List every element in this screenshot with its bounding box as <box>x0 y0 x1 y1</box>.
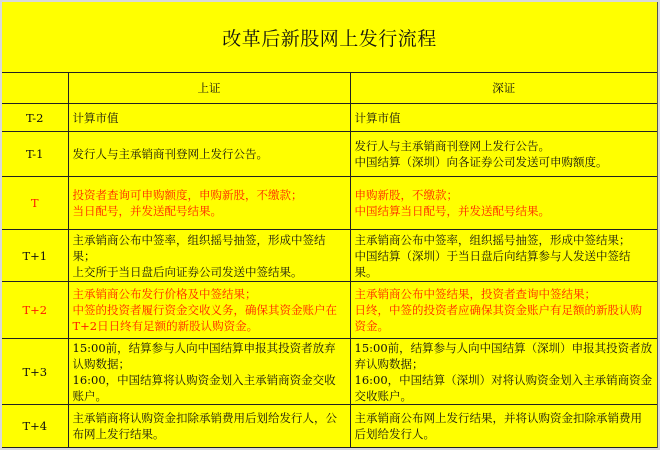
table-row <box>2 132 657 177</box>
cell-line: 日终，中签的投资者应确保其资金账户有足额的新股认购资金。 <box>354 303 642 333</box>
header-day-cell[interactable] <box>2 73 68 104</box>
cell-line: 主承销商将认购资金扣除承销费用后划给发行人，公布网上发行结果。 <box>72 411 337 441</box>
day-cell[interactable]: T-2 <box>2 104 68 132</box>
spreadsheet <box>2 2 658 448</box>
cell-line: 当日配号，并发送配号结果。 <box>72 204 222 218</box>
table-row <box>2 282 657 339</box>
cell-line: 15:00前，结算参与人向中国结算申报其投资者放弃认购数据； <box>72 340 336 371</box>
cell-line: 发行人与主承销商刊登网上发行公告。 <box>72 147 268 161</box>
header-sse-cell[interactable]: 上证 <box>68 73 350 104</box>
page-title[interactable]: 改革后新股网上发行流程 <box>2 2 657 73</box>
szse-cell[interactable] <box>350 405 657 448</box>
szse-cell[interactable] <box>350 230 657 282</box>
table-row <box>2 104 657 132</box>
cell-line: 计算市值 <box>354 110 401 125</box>
szse-cell[interactable] <box>350 282 657 339</box>
day-cell[interactable]: T+3 <box>2 339 68 405</box>
day-cell[interactable]: T+4 <box>2 405 68 448</box>
sse-cell[interactable] <box>68 177 350 230</box>
cell-line: 主承销商公布发行价格及中签结果； <box>72 287 257 301</box>
cell-line: 中国结算（深圳）向各证券公司发送可申购额度。 <box>354 155 608 169</box>
day-cell[interactable]: T-1 <box>2 132 68 177</box>
szse-cell[interactable] <box>350 177 657 230</box>
cell-line: 上交所于当日盘后向证券公司发送中签结果。 <box>72 264 303 279</box>
sse-cell[interactable] <box>68 405 350 448</box>
day-cell[interactable]: T <box>2 177 68 230</box>
sse-cell[interactable] <box>68 282 350 339</box>
ipo-flow-table <box>2 72 657 448</box>
cell-line: 16:00，中国结算将认购资金划入主承销商资金交收账户。 <box>72 372 336 403</box>
cell-line: 主承销商公布中签率，组织摇号抽签，形成中签结果； <box>72 232 326 263</box>
cell-line: 发行人与主承销商刊登网上发行公告。 <box>354 139 550 153</box>
cell-line: 计算市值 <box>72 110 119 125</box>
cell-line: 申购新股，不缴款； <box>354 188 458 202</box>
day-cell[interactable]: T+2 <box>2 282 68 339</box>
cell-line: 16:00，中国结算（深圳）对将认购资金划入主承销商资金交收账户。 <box>354 372 653 403</box>
szse-cell[interactable] <box>350 339 657 405</box>
szse-cell[interactable] <box>350 132 657 177</box>
cell-line: 中国结算当日配号，并发送配号结果。 <box>354 204 550 218</box>
sse-cell[interactable] <box>68 104 350 132</box>
table-row <box>2 405 657 448</box>
cell-line: 主承销商公布网上发行结果，并将认购资金扣除承销费用后划给发行人。 <box>354 411 642 441</box>
header-row <box>2 73 657 104</box>
sse-cell[interactable] <box>68 132 350 177</box>
cell-line: 主承销商公布中签率，组织摇号抽签，形成中签结果； <box>354 232 631 247</box>
sse-cell[interactable] <box>68 230 350 282</box>
day-cell[interactable]: T+1 <box>2 230 68 282</box>
cell-line: 中签的投资者履行资金交收义务，确保其资金账户在T+2日日终有足额的新股认购资金。 <box>72 303 337 333</box>
table-row <box>2 177 657 230</box>
cell-line: 15:00前，结算参与人向中国结算（深圳）申报其投资者放弃认购数据； <box>354 340 653 371</box>
header-szse-cell[interactable]: 深证 <box>350 73 657 104</box>
szse-cell[interactable] <box>350 104 657 132</box>
sse-cell[interactable] <box>68 339 350 405</box>
cell-line: 中国结算（深圳）于当日盘后向结算参与人发送中签结果。 <box>354 248 631 279</box>
table-row <box>2 339 657 405</box>
cell-line: 投资者查询可申购额度，申购新股，不缴款； <box>72 188 303 202</box>
table-row <box>2 230 657 282</box>
cell-line: 主承销商公布中签结果，投资者查询中签结果； <box>354 287 596 301</box>
